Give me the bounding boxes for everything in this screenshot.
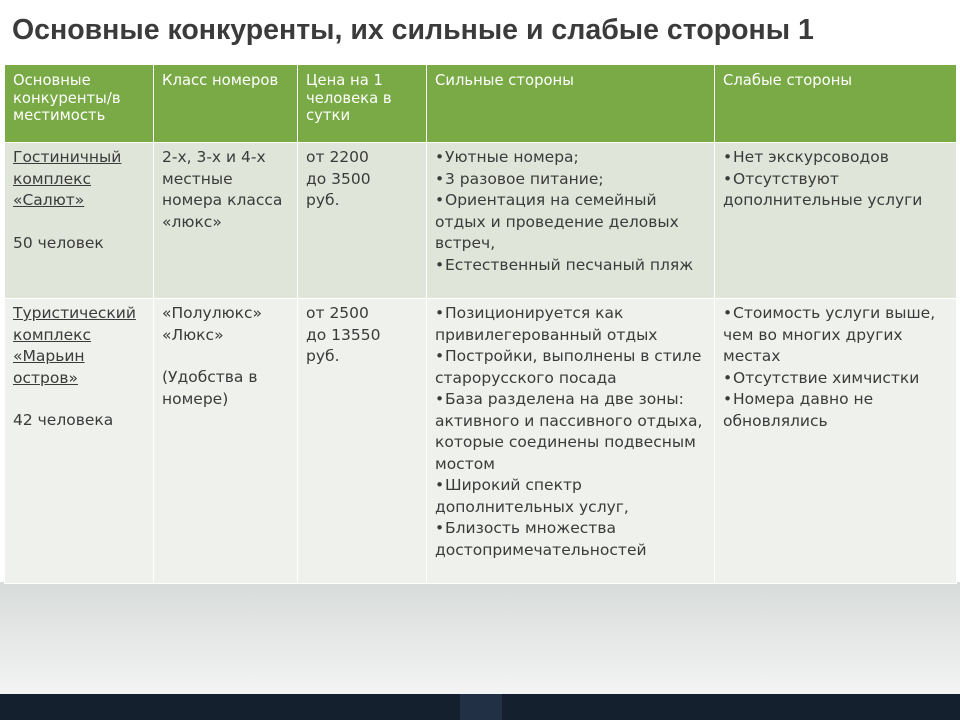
bullet-icon: • [723,169,733,188]
price-from: от 2500 [306,304,369,322]
list-item: •Номера давно не обновлялись [723,390,874,430]
bullet-icon: • [435,169,445,188]
list-item: •Нет экскурсоводов [723,147,948,169]
price-unit: руб. [306,191,340,209]
bullet-icon: • [435,390,445,408]
price-unit: руб. [306,347,340,365]
bullet-icon: • [435,191,445,209]
strengths-cell [427,143,715,299]
bullet-icon: • [723,148,733,166]
price-from: от 2200 [306,148,369,166]
bullet-icon: • [435,476,445,494]
bullet-icon: • [435,255,445,274]
competitor-cell [5,299,154,584]
competitors-table [4,64,957,584]
table-row [5,143,957,299]
bullet-icon: • [723,304,733,322]
weaknesses-cell [715,143,957,299]
price-cell [298,299,427,584]
table-header-row [5,65,957,143]
bullet-icon: • [723,390,733,408]
room-class-text: 2-х, 3-х и 4-х местные номера класса «люкс» [162,148,283,231]
competitor-name: Гостиничный комплекс «Салют» [13,148,122,209]
competitor-capacity: 42 человека [13,411,114,429]
background-panel [0,582,960,694]
bullet-icon: • [435,347,445,365]
header-room-class: Класс номеров [154,65,298,143]
list-item: •Стоимость услуги выше, чем во многих других местах [723,304,936,365]
price-to: до 13550 [306,325,381,344]
weaknesses-list [723,147,948,212]
strengths-cell [427,299,715,584]
list-item: •Широкий спектр дополнительных услуг, [435,476,629,516]
footer-accent [460,694,502,720]
list-item: •Постройки, выполнены в стиле старорусского посада [435,347,702,387]
price-to: до 3500 [306,169,371,188]
room-class-note: (Удобства в номере) [162,368,258,408]
room-class-cell [154,143,298,299]
list-item: •Позиционируется как привилегерованный отдых [435,304,658,344]
room-class-text: «Полулюкс» «Люкс» [162,304,263,344]
price-cell [298,143,427,299]
list-item: •Близость множества достопримечательностей [435,519,647,559]
bullet-icon: • [723,368,733,387]
bullet-icon: • [435,304,445,322]
competitor-name: Туристический комплекс «Марьин остров» [13,304,136,387]
competitor-capacity: 50 человек [13,233,104,252]
room-class-cell [154,299,298,584]
list-item: •3 разовое питание; [435,169,706,191]
weaknesses-list [723,303,948,432]
competitor-cell [5,143,154,299]
list-item: •Уютные номера; [435,147,706,169]
slide-title: Основные конкуренты, их сильные и слабые стороны 1 [12,14,814,46]
bullet-icon: • [435,148,445,166]
bullet-icon: • [435,519,445,537]
strengths-list [435,147,706,276]
list-item: •Ориентация на семейный отдых и проведение деловых встреч, [435,191,679,252]
list-item: •Естественный песчаный пляж [435,255,706,277]
header-competitors: Основные конкуренты/в местимость [5,65,154,143]
table-row [5,299,957,584]
header-price: Цена на 1 человека в сутки [298,65,427,143]
header-strengths: Сильные стороны [427,65,715,143]
list-item: •База разделена на две зоны: активного и пассивного отдыха, которые соединены подвесным мостом [435,390,703,473]
list-item: •Отсутствие химчистки [723,368,948,390]
list-item: •Отсутствуют дополнительные услуги [723,169,923,209]
weaknesses-cell [715,299,957,584]
header-weaknesses: Слабые стороны [715,65,957,143]
strengths-list [435,303,706,561]
